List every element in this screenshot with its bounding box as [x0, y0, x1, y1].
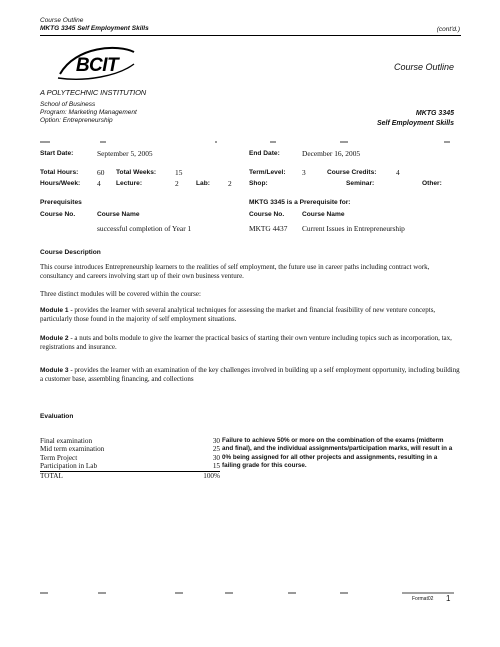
- module-2-text: - a nuts and bolts module to give the learner the practical basics of starting their own venture including topics such as incorporation, tax, registrations and insurance.: [40, 334, 452, 351]
- prereq-for-row-course-no: MKTG 4437: [249, 224, 288, 233]
- running-header: [40, 17, 460, 33]
- institution-tagline: A POLYTECHNIC INSTITUTION: [40, 88, 147, 97]
- eval-item-name: Participation in Lab: [40, 462, 98, 471]
- description-paragraph-1: This course introduces Entrepreneurship learners to the realities of self employment, the future use in career paths including contract work, consultancy and careers involving start up of their own business venture.: [40, 263, 430, 280]
- eval-item-pct: 30: [212, 437, 220, 445]
- prereq-row-course-name: successful completion of Year 1: [97, 224, 192, 233]
- footer-dash-separator: [40, 590, 460, 596]
- course-code: MKTG 3345: [415, 110, 454, 117]
- running-header-contd: (cont'd.): [436, 26, 460, 33]
- lecture-label: Lecture:: [116, 180, 143, 187]
- module-1-text: - provides the learner with several analytical techniques for assessing the market and financial feasibility of new venture concepts, particularly those found in the majority of self employment situations.: [40, 306, 436, 323]
- total-hours-value: 60: [97, 168, 105, 177]
- page-title: Course Outline: [393, 62, 454, 72]
- prereq-col-course-name: Course Name: [97, 211, 140, 218]
- prereq-for-row-course-name: Current Issues in Entrepreneurship: [302, 224, 405, 233]
- seminar-label: Seminar:: [346, 180, 375, 187]
- table-row-total: [40, 472, 220, 480]
- module-2-paragraph: [40, 334, 464, 352]
- eval-item-name: Final examination: [40, 437, 93, 445]
- table-row: [40, 437, 220, 445]
- module-1-paragraph: [40, 306, 464, 324]
- module-3-paragraph: [40, 366, 464, 384]
- module-1-label: Module 1: [40, 307, 69, 314]
- school-name: School of Business: [40, 101, 96, 108]
- hours-week-value: 4: [97, 179, 101, 188]
- program-name: Program: Marketing Management: [40, 108, 137, 116]
- dash-separator: [40, 139, 460, 145]
- prerequisites-heading: Prerequisites: [40, 199, 82, 206]
- hours-week-label: Hours/Week:: [40, 180, 81, 187]
- lecture-value: 2: [175, 179, 179, 188]
- end-date-value: December 16, 2005: [302, 149, 361, 158]
- evaluation-heading: Evaluation: [40, 413, 74, 420]
- term-level-label: Term/Level:: [249, 169, 286, 176]
- start-date-label: Start Date:: [40, 150, 74, 157]
- total-weeks-value: 15: [175, 168, 183, 177]
- course-credits-value: 4: [396, 168, 400, 177]
- eval-item-name: Mid term examination: [40, 445, 105, 454]
- other-label: Other:: [422, 180, 442, 187]
- evaluation-table: [40, 437, 220, 480]
- evaluation-note: Failure to achieve 50% or more on the combination of the exams (midterm and final), and the individual assignments/participation marks, will result in a 0% being assigned for all other projects and assignments, resulting in a failing grade for this course.: [222, 437, 453, 470]
- shop-label: Shop:: [249, 180, 268, 187]
- prereq-for-col-course-no: Course No.: [249, 211, 285, 218]
- header-rule: [40, 35, 461, 36]
- prereq-for-heading: MKTG 3345 is a Prerequisite for:: [249, 199, 351, 206]
- table-row: [40, 454, 220, 462]
- eval-item-name: Term Project: [40, 453, 78, 462]
- table-row: [40, 462, 220, 471]
- total-weeks-label: Total Weeks:: [116, 169, 157, 176]
- module-3-text: - provides the learner with an examination of the key challenges involved in building up a self employment opportunity, including building a customer base, assembling financing, and collections: [40, 366, 460, 383]
- logo-wordmark: BCIT: [75, 55, 119, 76]
- lab-label: Lab:: [196, 180, 210, 187]
- prereq-for-col-course-name: Course Name: [302, 211, 345, 218]
- eval-item-pct: 30: [212, 453, 220, 462]
- page-number: 1: [446, 594, 451, 603]
- end-date-label: End Date:: [249, 150, 280, 157]
- prereq-col-course-no: Course No.: [40, 211, 76, 218]
- term-level-value: 3: [302, 168, 306, 177]
- bcit-logo: [56, 44, 138, 84]
- course-description-heading: Course Description: [40, 249, 101, 256]
- module-2-label: Module 2: [40, 335, 69, 342]
- school-block: [40, 101, 137, 124]
- description-paragraph-2: Three distinct modules will be covered within the course:: [40, 290, 201, 298]
- eval-total-name: TOTAL: [40, 471, 63, 480]
- eval-item-pct: 25: [212, 445, 220, 454]
- footer-form-code: Format02: [412, 596, 434, 602]
- start-date-value: September 5, 2005: [97, 149, 153, 158]
- running-header-title: Course Outline: [40, 17, 84, 24]
- eval-total-pct: 100%: [203, 471, 220, 480]
- eval-item-pct: 15: [212, 462, 220, 471]
- course-name: Self Employment Skills: [376, 120, 454, 127]
- lab-value: 2: [228, 179, 232, 188]
- option-name: Option: Entrepreneurship: [40, 116, 113, 124]
- table-row: [40, 445, 220, 453]
- running-header-course: MKTG 3345 Self Employment Skills: [40, 25, 149, 32]
- total-hours-label: Total Hours:: [40, 169, 79, 176]
- course-credits-label: Course Credits:: [327, 169, 377, 176]
- module-3-label: Module 3: [40, 367, 69, 374]
